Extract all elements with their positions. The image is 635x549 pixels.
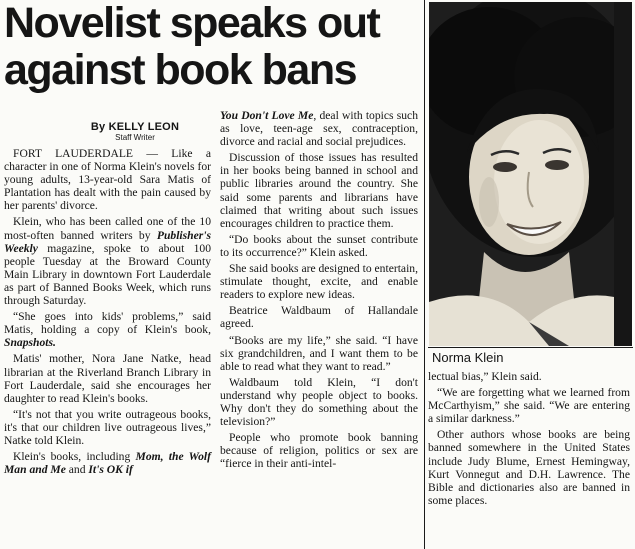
headline: Novelist speaks out against book bans [4, 0, 380, 94]
paragraph [4, 215, 211, 307]
paragraph: Waldbaum told Klein, “I don't understand why people object to books. Why don't they do something about the television?” [220, 375, 418, 429]
paragraph: lectual bias,” Klein said. [428, 370, 542, 383]
byline-name: By KELLY LEON [90, 121, 180, 133]
paragraph: FORT LAUDERDALE — Like a character in one of Norma Klein's novels for young adults, 13-year-old Sara Matis of Plantation has dealt with the pain caused by her parents' divorce. [4, 147, 211, 213]
paragraph: Matis' mother, Nora Jane Natke, head librarian at the Riverland Branch Library in Fort Lauderdale, said she encourages her daughter to read Klein's books. [4, 352, 211, 405]
text: , deal with topics such as love, teen-age sex, contraception, divorce and racial and social prejudices. [220, 109, 419, 149]
book-title: It's OK if [88, 463, 133, 477]
article-column-3 [428, 370, 630, 510]
article-column-2 [220, 109, 418, 473]
paragraph: Discussion of those issues has resulted in her books being banned in school and public libraries around the country. She said some parents and librarians have claimed that writing about such issues encourages children to practice them. [220, 151, 418, 230]
photo-caption: Norma Klein [432, 350, 504, 365]
paragraph: She said books are designed to entertain, stimulate thought, excite, and enable readers to explore new ideas. [220, 262, 418, 302]
portrait-image [429, 2, 632, 346]
paragraph: People who promote book banning because of religion, politics or sex are “fierce in their anti-intel- [220, 431, 418, 471]
paragraph [4, 310, 211, 349]
article-column-1 [4, 147, 211, 479]
book-title: Mom, the Wolf Man and Me [4, 450, 211, 477]
paragraph: “Do books about the sunset contribute to its occurrence?” Klein asked. [220, 232, 418, 259]
text: “She goes into kids' problems,” said Matis, holding a copy of Klein's book, [4, 310, 211, 337]
paragraph: “It's not that you write outrageous books, it's that our children live outrageous lives,” Natke told Klein. [4, 407, 211, 447]
text: and [65, 463, 89, 477]
photo-rule [428, 347, 633, 348]
author-photo [429, 2, 632, 346]
byline-role: Staff Writer [115, 133, 155, 142]
byline [55, 121, 215, 142]
book-title: You Don't Love Me [220, 109, 314, 122]
paragraph [220, 109, 418, 148]
column-rule [424, 0, 425, 549]
text: Klein's books, including [13, 450, 136, 464]
paragraph: Beatrice Waldbaum of Hallandale agreed. [220, 304, 418, 331]
text: Klein, who has been called one of the 10 most-often banned writers by [4, 215, 211, 242]
publication-title: Publisher's Weekly [4, 228, 211, 255]
paragraph: “We are forgetting what we learned from McCarthyism,” she said. “We are entering a similar darkness.” [428, 386, 630, 426]
book-title: Snapshots. [4, 336, 56, 350]
paragraph: Other authors whose books are being banned somewhere in the United States include Judy Blume, Ernest Hemingway, Kurt Vonnegut and D.H. Lawrence. The Bible and dictionaries also are banned in some places. [428, 428, 630, 507]
paragraph [4, 450, 211, 476]
text: magazine, spoke to about 100 people Tuesday at the Broward County Main Library in downtown Fort Lauderdale as part of Banned Books Week, which runs through Saturday. [4, 241, 211, 308]
paragraph: “Books are my life,” she said. “I have six grandchildren, and I want them to be able to read what they want to read.” [220, 333, 418, 373]
